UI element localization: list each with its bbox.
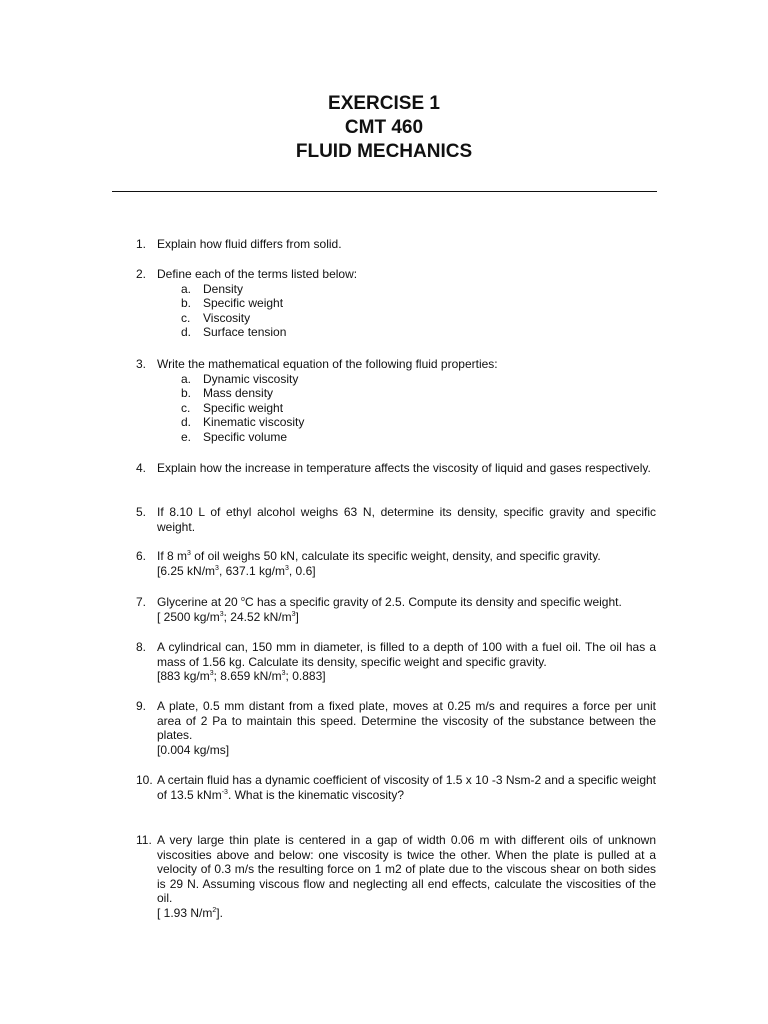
superscript: -3 bbox=[221, 788, 228, 796]
text-run: C has a specific gravity of 2.5. Compute its density and specific weight. bbox=[244, 595, 622, 609]
superscript: o bbox=[241, 596, 245, 603]
question-number: 1. bbox=[136, 237, 147, 251]
question-text bbox=[157, 773, 656, 802]
item-letter: a. bbox=[181, 371, 192, 386]
superscript: 2 bbox=[212, 906, 217, 914]
question-number: 5. bbox=[136, 505, 147, 519]
text-run: A cylindrical can, 150 mm in diameter, is filled to a depth of 100 with a fuel oil. The oil has a mass of 1.56 kg. Calculate its density, specific weight and specific gravity. bbox=[157, 640, 656, 669]
text-run: [883 kg/m bbox=[157, 669, 210, 684]
text-run: . What is the kinematic viscosity? bbox=[227, 787, 404, 802]
superscript: 3 bbox=[215, 564, 219, 572]
question-9 bbox=[136, 699, 656, 757]
list-item bbox=[136, 296, 656, 311]
property-list bbox=[136, 372, 656, 445]
list-item bbox=[136, 372, 656, 387]
item-text: Dynamic viscosity bbox=[203, 371, 299, 386]
text-run: , 637.1 kg/m bbox=[218, 563, 285, 578]
answer bbox=[157, 610, 656, 625]
answer bbox=[157, 906, 656, 921]
text-run: ]. bbox=[216, 905, 223, 920]
item-text: Specific weight bbox=[203, 296, 284, 311]
question-7 bbox=[136, 595, 656, 624]
item-text: Viscosity bbox=[203, 310, 251, 325]
question-5 bbox=[136, 505, 656, 534]
item-text: Specific volume bbox=[203, 429, 288, 444]
superscript: 3 bbox=[281, 670, 286, 678]
question-1 bbox=[136, 237, 656, 252]
text-run: ; 8.659 kN/m bbox=[213, 669, 282, 684]
question-4 bbox=[136, 461, 656, 476]
question-number: 4. bbox=[136, 461, 147, 475]
question-number: 3. bbox=[136, 357, 147, 371]
question-2 bbox=[136, 267, 656, 340]
item-letter: c. bbox=[181, 310, 191, 325]
document-title bbox=[0, 92, 768, 164]
question-number: 7. bbox=[136, 595, 147, 609]
text-run: A plate, 0.5 mm distant from a fixed plate, moves at 0.25 m/s and requires a force per unit area of 2 Pa to maintain this speed. Determine the viscosity of the substance between the plates. bbox=[157, 699, 656, 743]
superscript: 3 bbox=[187, 550, 191, 557]
question-text bbox=[157, 595, 656, 624]
course-name: FLUID MECHANICS bbox=[295, 141, 473, 162]
question-6 bbox=[136, 549, 656, 578]
text-run: of oil weighs 50 kN, calculate its specific weight, density, and specific gravity. bbox=[190, 549, 601, 563]
course-code: CMT 460 bbox=[344, 117, 424, 138]
question-text: Write the mathematical equation of the following fluid properties: bbox=[157, 357, 498, 371]
item-text: Mass density bbox=[203, 386, 274, 401]
question-text: Define each of the terms listed below: bbox=[157, 267, 358, 281]
question-number: 9. bbox=[136, 699, 147, 713]
title-divider bbox=[112, 191, 657, 192]
superscript: 3 bbox=[219, 610, 224, 618]
text-run: [6.25 kN/m bbox=[157, 563, 216, 578]
question-text: If 8.10 L of ethyl alcohol weighs 63 N, determine its density, specific gravity and specific weight. bbox=[157, 505, 656, 534]
text-run: ; 24.52 kN/m bbox=[223, 609, 292, 624]
question-3 bbox=[136, 357, 656, 445]
list-item bbox=[136, 325, 656, 340]
item-text: Specific weight bbox=[203, 400, 284, 415]
list-item bbox=[136, 386, 656, 401]
list-item bbox=[136, 430, 656, 445]
text-run: , 0.6] bbox=[288, 563, 316, 578]
question-number: 6. bbox=[136, 549, 147, 563]
item-letter: a. bbox=[181, 281, 192, 296]
term-list bbox=[136, 282, 656, 340]
item-text: Kinematic viscosity bbox=[203, 415, 305, 430]
question-text bbox=[157, 699, 656, 757]
list-item bbox=[136, 311, 656, 326]
superscript: 3 bbox=[291, 610, 296, 618]
superscript: 3 bbox=[284, 564, 289, 572]
answer bbox=[157, 669, 656, 684]
question-number: 2. bbox=[136, 267, 147, 281]
list-item bbox=[136, 282, 656, 297]
list-item bbox=[136, 401, 656, 416]
text-run: A very large thin plate is centered in a gap of width 0.06 m with different oils of unknown viscosities above and below: one viscosity is twice the other. When the plate is pulled at a velocity of 0.3 m/s the resulting force on 1 m2 of plate due to the viscous shear on both sides is 29 N. Assuming viscous flow and neglecting all end effects, calculate the viscosities of the oil. bbox=[157, 833, 656, 906]
item-letter: b. bbox=[181, 386, 192, 401]
text-run: If 8 m bbox=[157, 549, 188, 563]
question-text bbox=[157, 833, 656, 921]
question-text bbox=[157, 549, 656, 578]
item-letter: d. bbox=[181, 415, 192, 430]
list-item bbox=[136, 415, 656, 430]
answer bbox=[157, 564, 656, 579]
question-text: Explain how fluid differs from solid. bbox=[157, 237, 342, 251]
question-number: 11. bbox=[136, 833, 152, 847]
question-8 bbox=[136, 640, 656, 684]
answer: [0.004 kg/ms] bbox=[157, 742, 230, 757]
text-run: ] bbox=[295, 609, 299, 624]
question-text bbox=[157, 640, 656, 684]
exercise-heading: EXERCISE 1 bbox=[328, 93, 440, 114]
question-number: 8. bbox=[136, 640, 147, 654]
item-text: Surface tension bbox=[203, 325, 287, 340]
text-run: [ 1.93 N/m bbox=[157, 905, 213, 920]
item-letter: d. bbox=[181, 325, 192, 340]
item-letter: b. bbox=[181, 296, 192, 311]
question-11 bbox=[136, 833, 656, 921]
text-run: ; 0.883] bbox=[285, 669, 326, 684]
text-run: Glycerine at 20 bbox=[157, 595, 242, 609]
question-number: 10. bbox=[136, 773, 153, 787]
item-letter: c. bbox=[181, 400, 191, 415]
question-10 bbox=[136, 773, 656, 802]
text-run: [ 2500 kg/m bbox=[157, 609, 220, 624]
item-text: Density bbox=[203, 281, 244, 296]
item-letter: e. bbox=[181, 429, 192, 444]
text-run: A certain fluid has a dynamic coefficient of viscosity of 1.5 x 10 -3 Nsm-2 and a specific weight of 13.5 kNm bbox=[157, 773, 656, 802]
superscript: 3 bbox=[209, 670, 214, 678]
question-text: Explain how the increase in temperature affects the viscosity of liquid and gases respectively. bbox=[157, 461, 651, 475]
